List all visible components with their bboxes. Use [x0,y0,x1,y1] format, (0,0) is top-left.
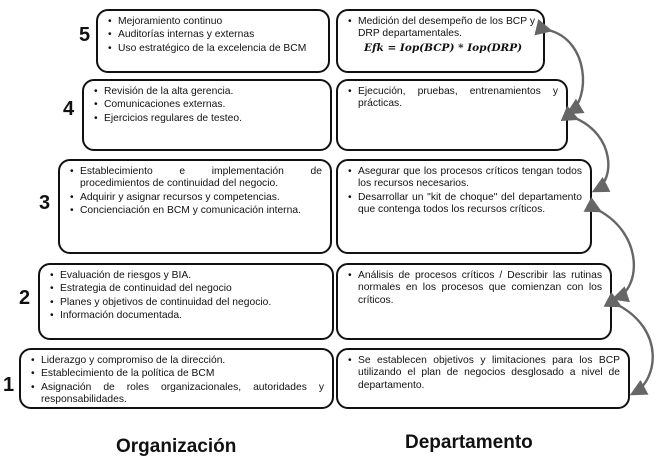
org-list-level-1 [31,355,324,407]
dept-box-level-2 [336,263,612,340]
dept-list-level-1 [348,355,620,392]
list-item: • Evaluación de riesgos y BIA. [50,270,324,282]
level-number-5: 5 [79,24,91,46]
dept-list-level-5 [348,16,535,41]
level-number-2: 2 [19,287,31,309]
level-number-1: 1 [3,374,15,396]
dept-list-level-4 [348,86,558,111]
org-box-level-1 [19,348,334,409]
footer-organizacion: Organización [116,436,237,457]
dept-list-level-3 [348,166,582,217]
list-item: • Auditorías internas y externas [108,29,320,41]
dept-box-level-4 [336,79,568,151]
list-item: • Adquirir y asignar recursos y competencias. [70,192,322,204]
list-item: • Asegurar que los procesos críticos tengan todos los recursos necesarios. [348,166,582,191]
dept-box-level-3 [336,159,592,254]
list-item: • Revisión de la alta gerencia. [94,86,322,98]
org-box-level-2 [38,263,334,340]
list-item: • Liderazgo y compromiso de la dirección. [31,355,324,367]
org-box-level-4 [82,79,332,151]
list-item: • Asignación de roles organizacionales, autoridades y responsabilidades. [31,382,324,407]
list-item: • Comunicaciones externas. [94,99,322,111]
list-item: • Información documentada. [50,310,324,322]
list-item: • Medición del desempeño de los BCP y DRP departamentales. [348,16,535,41]
list-item: • Desarrollar un "kit de choque" del departamento que contenga todos los recursos críticos. [348,192,582,217]
footer-departamento: Departamento [405,432,533,453]
list-item: • Planes y objetivos de continuidad del negocio. [50,297,324,309]
list-item: • Establecimiento de la política de BCM [31,368,324,380]
level-number-4: 4 [63,98,75,120]
dept-box-level-1 [336,348,630,409]
org-list-level-3 [70,166,322,218]
list-item: • Análisis de procesos críticos / Describir las rutinas normales en los procesos que comienzan con los críticos. [348,270,602,307]
list-item: • Ejercicios regulares de testeo. [94,113,322,125]
list-item: • Se establecen objetivos y limitaciones para los BCP utilizando el plan de negocios desglosado a nivel de departamento. [348,355,620,392]
org-list-level-5 [108,16,320,55]
org-box-level-5 [96,9,330,73]
list-item: • Concienciación en BCM y comunicación interna. [70,205,322,217]
org-box-level-3 [58,159,332,254]
efficiency-formula: Efk = Iop(BCP) * Iop(DRP) [364,41,523,54]
org-list-level-2 [50,270,324,323]
org-list-level-4 [94,86,322,125]
list-item: • Ejecución, pruebas, entrenamientos y prácticas. [348,86,558,111]
dept-box-level-5 [336,9,545,73]
level-number-3: 3 [39,192,51,214]
list-item: • Establecimiento e implementación de procedimientos de continuidad del negocio. [70,166,322,191]
dept-list-level-2 [348,270,602,307]
list-item: • Uso estratégico de la excelencia de BCM [108,43,320,55]
list-item: • Estrategia de continuidad del negocio [50,283,324,295]
list-item: • Mejoramiento continuo [108,16,320,28]
